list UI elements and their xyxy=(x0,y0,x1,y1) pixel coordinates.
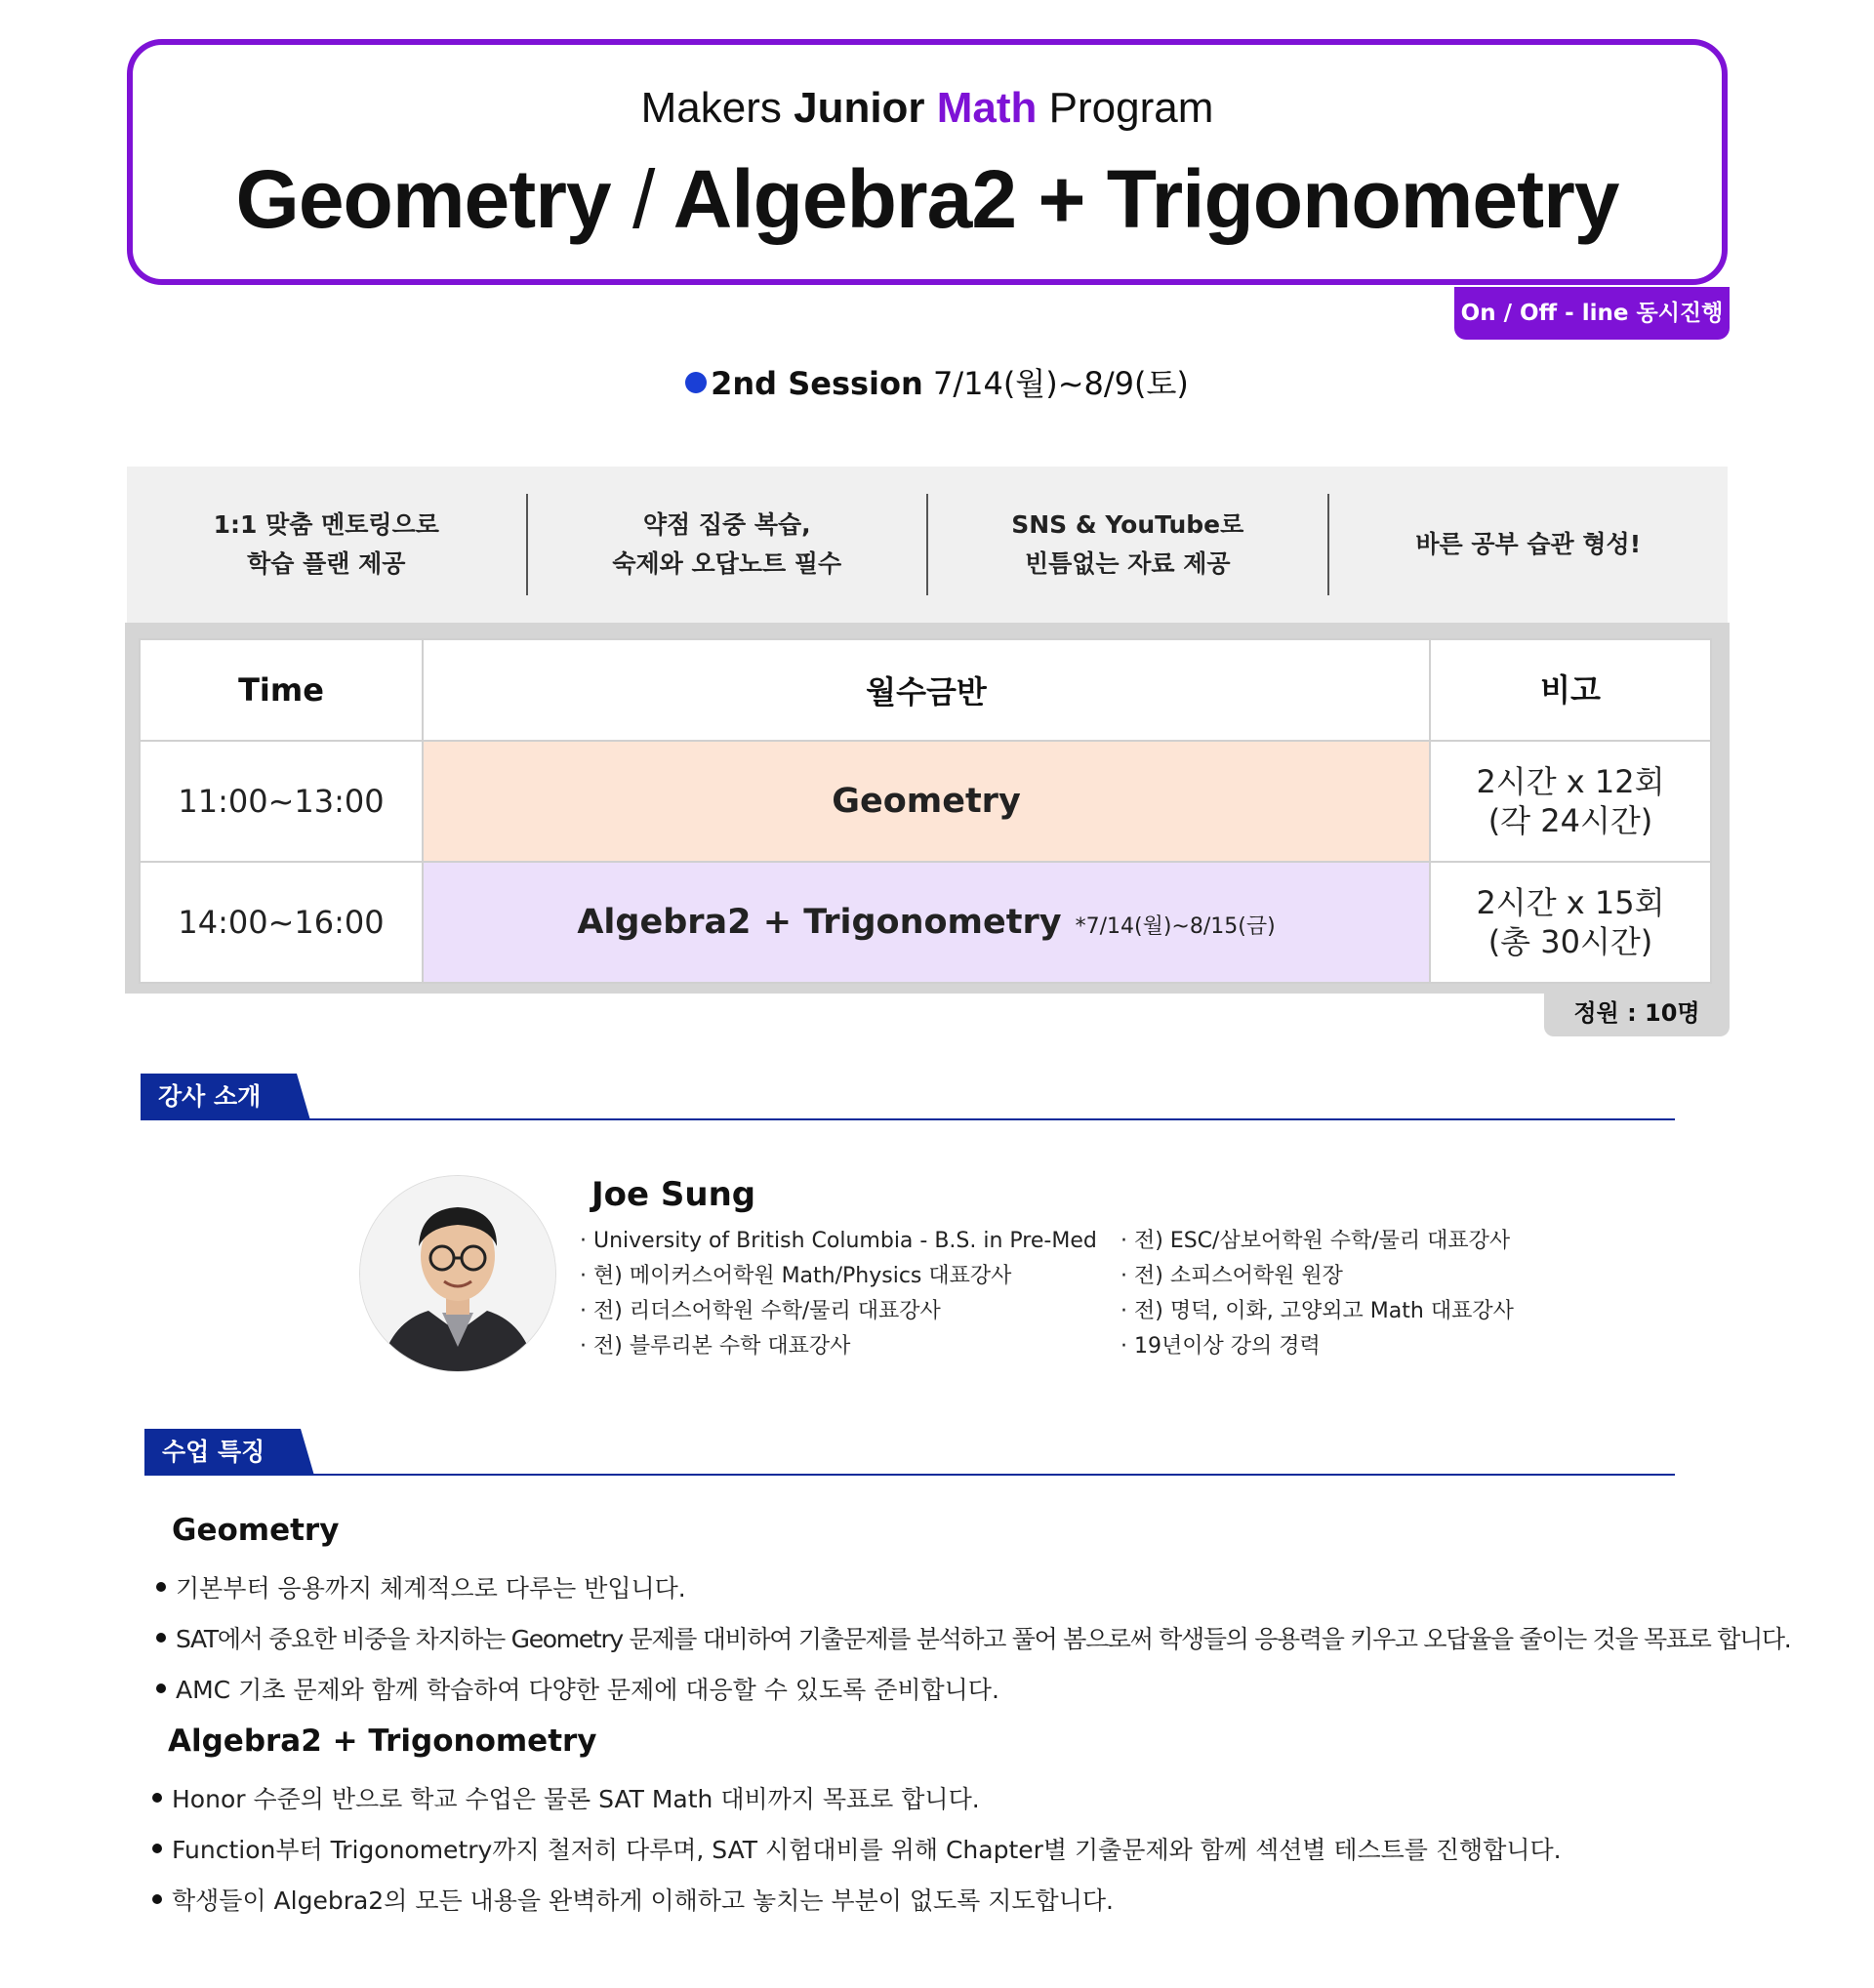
credential-item: · 전) 소피스어학원 원장 xyxy=(1120,1264,1343,1288)
title-slash: / xyxy=(632,153,655,245)
list-item: SAT에서 중요한 비중을 차지하는 Geometry 문제를 대비하여 기출문제를 분석하고 풀어 봄으로써 학생들의 응용력을 키우고 오답율을 줄이는 것을 목표로 합니다. xyxy=(156,1620,1790,1671)
credential-item: · University of British Columbia - B.S. in Pre-Med xyxy=(580,1229,1097,1253)
table-row xyxy=(140,741,1711,862)
feature-item: 1:1 맞춤 멘토링으로 학습 플랜 제공 xyxy=(213,510,439,578)
bullet-dot-icon xyxy=(152,1793,162,1803)
session-dates: 7/14(월)~8/9(토) xyxy=(932,365,1189,402)
row-remark xyxy=(1430,741,1711,862)
credential-item: · 전) ESC/삼보어학원 수학/물리 대표강사 xyxy=(1120,1229,1511,1253)
title-algebra-trig: Algebra2 + Trigonometry xyxy=(672,153,1619,245)
credential-item: · 19년이상 강의 경력 xyxy=(1120,1334,1321,1359)
course-date-note: *7/14(월)~8/15(금) xyxy=(1075,914,1276,939)
row-time: 11:00~13:00 xyxy=(140,741,423,862)
list-item: 학생들이 Algebra2의 모든 내용을 완벽하게 이해하고 놓치는 부분이 없도록 지도합니다. xyxy=(152,1882,1562,1932)
algebra-title: Algebra2 + Trigonometry xyxy=(168,1724,597,1759)
row-remark xyxy=(1430,862,1711,983)
header-time: Time xyxy=(140,639,423,741)
subtitle-junior: Junior xyxy=(794,84,925,132)
header-remark: 비고 xyxy=(1430,639,1711,741)
row-course-algebra xyxy=(423,862,1430,983)
feature-item: SNS & YouTube로 빈틈없는 자료 제공 xyxy=(926,494,1327,595)
remark-line: (각 24시간) xyxy=(1487,802,1653,839)
algebra-bullets xyxy=(152,1780,1562,1932)
list-item: AMC 기초 문제와 함께 학습하여 다양한 문제에 대응할 수 있도록 준비합니다. xyxy=(156,1671,1790,1722)
geometry-title: Geometry xyxy=(172,1513,340,1548)
bullet-dot-icon xyxy=(156,1684,166,1693)
credentials-left xyxy=(580,1224,1097,1364)
program-header-box xyxy=(127,39,1728,285)
list-item: Honor 수준의 반으로 학교 수업은 물론 SAT Math 대비까지 목표로 합니다. xyxy=(152,1780,1562,1831)
credential-item: · 전) 명덕, 이화, 고양외고 Math 대표강사 xyxy=(1120,1299,1514,1323)
online-offline-badge: On / Off - line 동시진행 xyxy=(1454,287,1730,340)
list-item: 기본부터 응용까지 체계적으로 다루는 반입니다. xyxy=(156,1569,1790,1620)
header-class: 월수금반 xyxy=(423,639,1430,741)
session-name: 2nd Session xyxy=(711,365,923,402)
session-info xyxy=(0,359,1874,404)
feature-item: 바른 공부 습관 형성! xyxy=(1327,494,1729,595)
bullet-dot-icon xyxy=(156,1633,166,1643)
row-course-geometry xyxy=(423,741,1430,862)
course-name: Algebra2 + Trigonometry xyxy=(577,903,1062,942)
credential-item: · 전) 리더스어학원 수학/물리 대표강사 xyxy=(580,1299,941,1323)
bullet-dot-icon xyxy=(156,1582,166,1592)
row-time: 14:00~16:00 xyxy=(140,862,423,983)
table-header-row xyxy=(140,639,1711,741)
geometry-bullets xyxy=(156,1569,1790,1722)
course-name: Geometry xyxy=(832,782,1021,821)
section-divider xyxy=(141,1118,1675,1120)
course-section-tab: 수업 특징 xyxy=(144,1429,301,1476)
credential-item: · 전) 블루리본 수학 대표강사 xyxy=(580,1334,851,1359)
list-item: Function부터 Trigonometry까지 철저히 다루며, SAT 시험대비를 위해 Chapter별 기출문제와 함께 섹션별 테스트를 진행합니다. xyxy=(152,1831,1562,1882)
schedule-table xyxy=(139,638,1712,984)
schedule-panel xyxy=(125,623,1730,994)
bullet-dot-icon xyxy=(152,1894,162,1904)
bullet-dot-icon xyxy=(152,1844,162,1853)
feature-strip xyxy=(127,467,1728,623)
subtitle-makers: Makers xyxy=(640,84,782,132)
bullet-dot-icon xyxy=(685,372,707,393)
credential-item: · 현) 메이커스어학원 Math/Physics 대표강사 xyxy=(580,1264,1012,1288)
credentials-right xyxy=(1120,1224,1514,1364)
instructor-photo xyxy=(359,1175,556,1372)
subtitle-math: Math xyxy=(936,84,1038,132)
remark-line: (총 30시간) xyxy=(1487,923,1653,960)
remark-line: 2시간 x 15회 xyxy=(1476,884,1665,921)
table-row xyxy=(140,862,1711,983)
section-divider xyxy=(144,1474,1675,1476)
title-geometry: Geometry xyxy=(235,153,611,245)
subtitle-program: Program xyxy=(1048,84,1214,132)
program-title xyxy=(133,152,1722,247)
capacity-badge: 정원 : 10명 xyxy=(1544,994,1730,1036)
remark-line: 2시간 x 12회 xyxy=(1476,763,1665,800)
feature-item: 약점 집중 복습, 숙제와 오답노트 필수 xyxy=(526,494,927,595)
instructor-section-tab: 강사 소개 xyxy=(141,1074,297,1120)
program-subtitle xyxy=(133,84,1722,133)
person-portrait-icon xyxy=(360,1176,555,1371)
instructor-name: Joe Sung xyxy=(591,1175,756,1214)
